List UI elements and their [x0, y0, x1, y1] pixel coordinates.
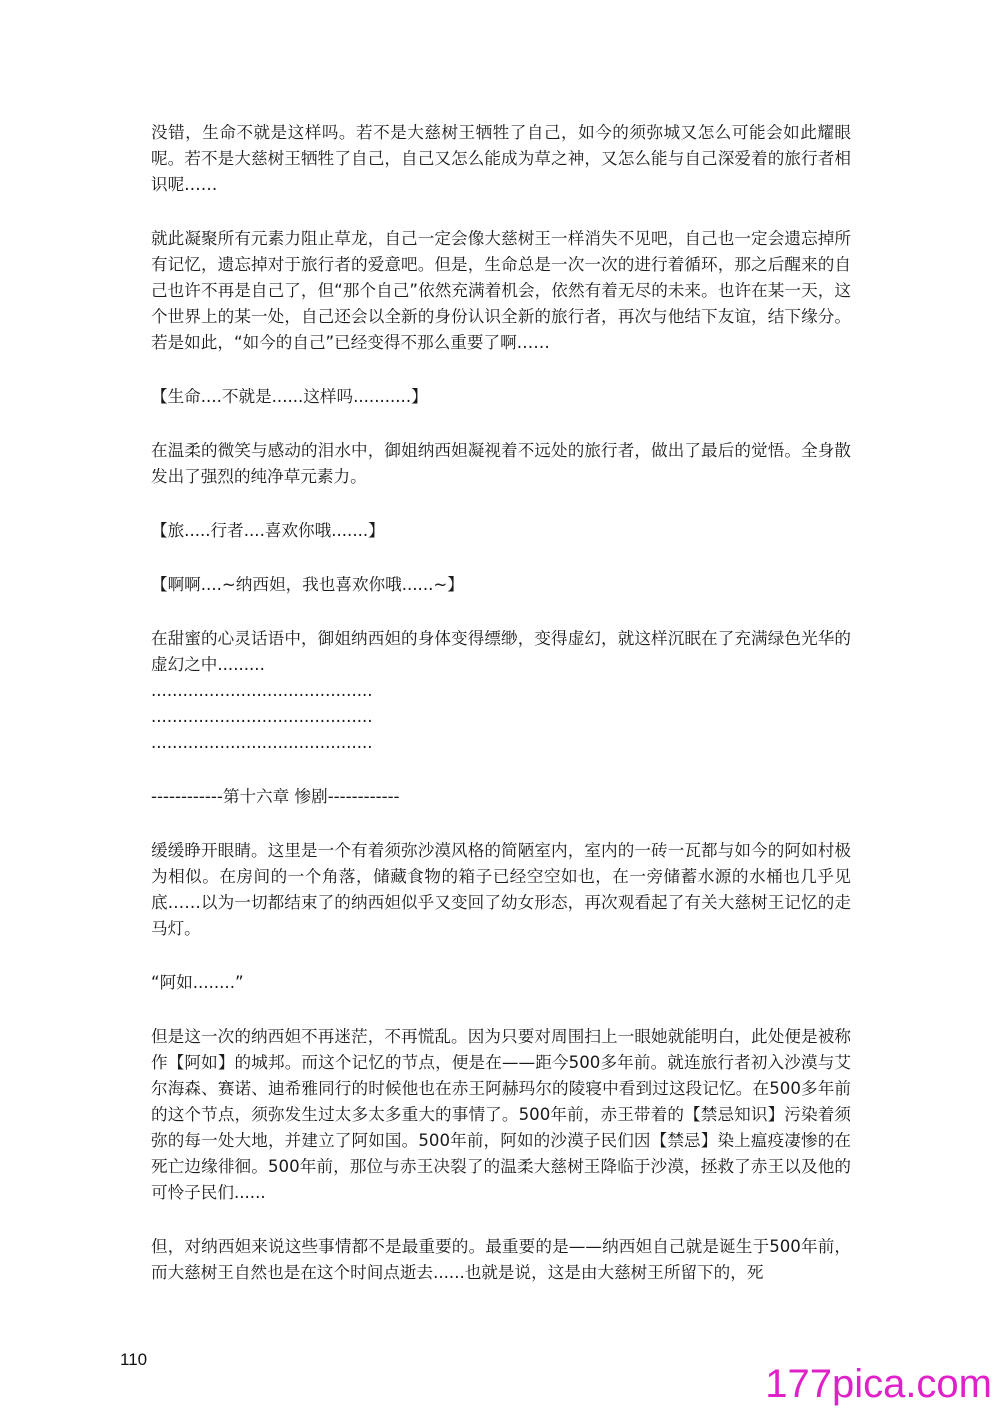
- ellipsis-line-2: ..........................................: [151, 707, 373, 726]
- paragraph-1: 没错，生命不就是这样吗。若不是大慈树王牺牲了自己，如今的须弥城又怎么可能会如此耀眼呢。若不是大慈树王牺牲了自己，自己又怎么能成为草之神，又怎么能与自己深爱着的旅行者相识呢……: [151, 123, 851, 194]
- paragraph-5: 缓缓睁开眼睛。这里是一个有着须弥沙漠风格的简陋室内，室内的一砖一瓦都与如今的阿如村极为相似。在房间的一个角落，储藏食物的箱子已经空空如也，在一旁储蓄水源的水桶也几乎见底……以为一切都结束了的纳西妲似乎又变回了幼女形态，再次观看起了有关大慈树王记忆的走马灯。: [151, 841, 851, 938]
- paragraph-3: 在温柔的微笑与感动的泪水中，御姐纳西妲凝视着不远处的旅行者，做出了最后的觉悟。全身散发出了强烈的纯净草元素力。: [151, 441, 851, 486]
- dialogue-line-4: “阿如........”: [151, 973, 244, 992]
- body-text: [151, 120, 851, 1286]
- paragraph-4: 在甜蜜的心灵话语中，御姐纳西妲的身体变得缥缈，变得虚幻，就这样沉眠在了充满绿色光华的虚幻之中.........: [151, 629, 851, 674]
- dialogue-line-3: 【啊啊....~纳西妲，我也喜欢你哦......~】: [151, 575, 464, 594]
- paragraph-6: 但是这一次的纳西妲不再迷茫，不再慌乱。因为只要对周围扫上一眼她就能明白，此处便是被称作【阿如】的城邦。而这个记忆的节点，便是在——距今500多年前。就连旅行者初入沙漠与艾尔海森、赛诺、迪希雅同行的时候他也在赤王阿赫玛尔的陵寝中看到过这段记忆。在500多年前的这个节点，须弥发生过太多太多重大的事情了。500年前，赤王带着的【禁忌知识】污染着须弥的每一处大地，并建立了阿如国。500年前，阿如的沙漠子民们因【禁忌】染上瘟疫凄惨的在死亡边缘徘徊。500年前，那位与赤王决裂了的温柔大慈树王降临于沙漠，拯救了赤王以及他的可怜子民们......: [151, 1027, 851, 1202]
- page-number: 110: [120, 1350, 148, 1369]
- paragraph-2: 就此凝聚所有元素力阻止草龙，自己一定会像大慈树王一样消失不见吧，自己也一定会遗忘掉所有记忆，遗忘掉对于旅行者的爱意吧。但是，生命总是一次一次的进行着循环，那之后醒来的自己也许不再是自己了，但“那个自己”依然充满着机会，依然有着无尽的未来。也许在某一天，这个世界上的某一处，自己还会以全新的身份认识全新的旅行者，再次与他结下友谊，结下缘分。若是如此，“如今的自己”已经变得不那么重要了啊……: [151, 229, 851, 352]
- chapter-heading: ------------第十六章 惨剧------------: [151, 787, 400, 806]
- watermark: 177pica.com: [765, 1362, 992, 1406]
- dialogue-line-2: 【旅.....行者....喜欢你哦.......】: [151, 521, 385, 540]
- dialogue-line-1: 【生命....不就是......这样吗...........】: [151, 387, 428, 406]
- ellipsis-line-1: ..........................................: [151, 681, 373, 700]
- paragraph-7: 但，对纳西妲来说这些事情都不是最重要的。最重要的是——纳西妲自己就是诞生于500年前，而大慈树王自然也是在这个时间点逝去......也就是说，这是由大慈树王所留下的，死: [151, 1237, 851, 1282]
- ellipsis-line-3: ..........................................: [151, 733, 373, 752]
